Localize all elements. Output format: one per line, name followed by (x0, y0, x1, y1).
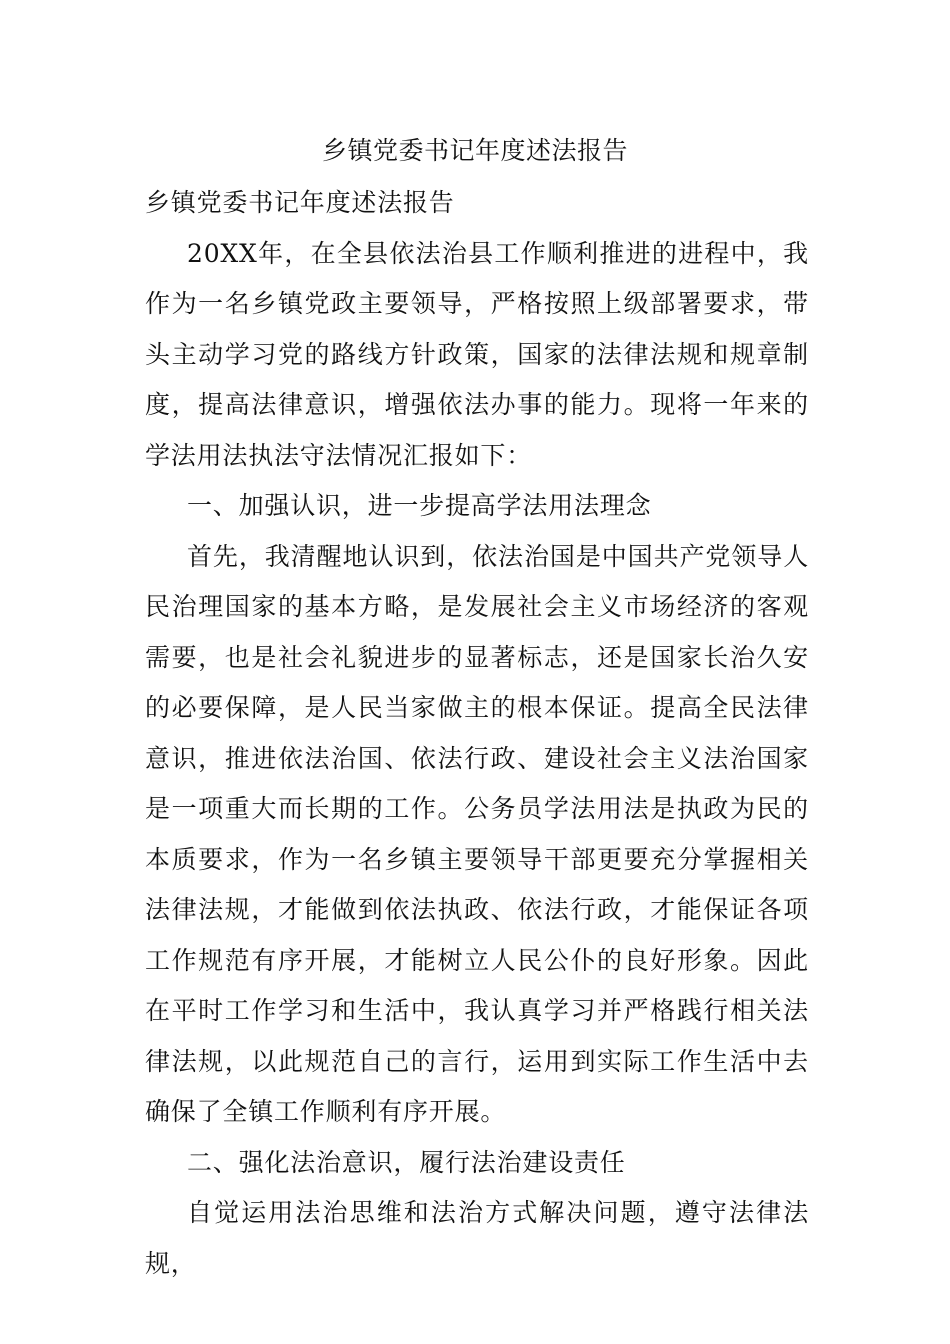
document-subtitle: 乡镇党委书记年度述法报告 (145, 188, 455, 217)
section-1-paragraph: 首先，我清醒地认识到，依法治国是中国共产党领导人民治理国家的基本方略，是发展社会主义市场经济的客观需要，也是社会礼貌进步的显著标志，还是国家长治久安的必要保障，是人民当家做主的根本保证。提高全民法律意识，推进依法治国、依法行政、建设社会主义法治国家是一项重大而长期的工作。公务员学法用法是执政为民的本质要求，作为一名乡镇主要领导干部更要充分掌握相关法律法规，才能做到依法执政、依法行政，才能保证各项工作规范有序开展，才能树立人民公仆的良好形象。因此在平时工作学习和生活中，我认真学习并严格践行相关法律法规，以此规范自己的言行，运用到实际工作生活中去确保了全镇工作顺利有序开展。 (145, 541, 809, 1126)
intro-paragraph: 20XX年，在全县依法治县工作顺利推进的进程中，我作为一名乡镇党政主要领导，严格按照上级部署要求，带头主动学习党的路线方针政策，国家的法律法规和规章制度，提高法律意识，增强依法办事的能力。现将一年来的学法用法执法守法情况汇报如下： (145, 238, 809, 470)
document-title: 乡镇党委书记年度述法报告 (321, 136, 628, 165)
section-2-paragraph: 自觉运用法治思维和法治方式解决问题，遵守法律法规， (145, 1198, 809, 1278)
section-heading-1: 一、加强认识，进一步提高学法用法理念 (187, 491, 652, 520)
document-body (145, 178, 809, 1289)
section-heading-2: 二、强化法治意识，履行法治建设责任 (187, 1147, 626, 1177)
